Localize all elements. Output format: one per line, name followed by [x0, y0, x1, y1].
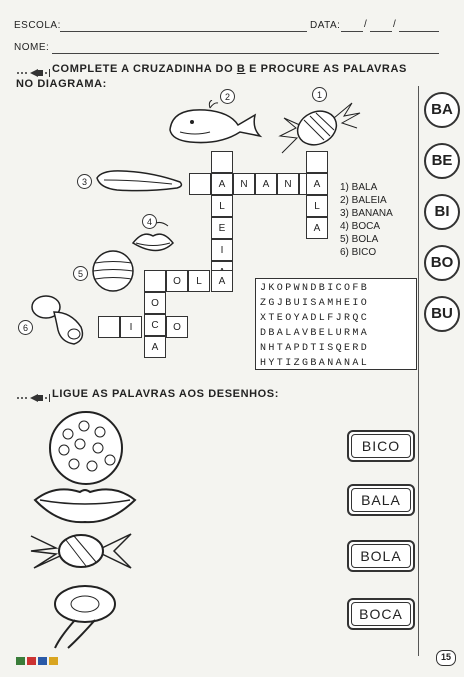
date-year-field[interactable] [399, 31, 439, 32]
word-search-row: ZGJBUISAMHEIO [260, 298, 370, 309]
pacifier-drawing[interactable] [40, 582, 130, 652]
clue-number-4: 4 [142, 214, 157, 229]
crossword-cell[interactable]: L [188, 270, 210, 292]
crossword-cell[interactable] [144, 270, 166, 292]
date-label: DATA: [310, 20, 341, 31]
pacifier-illustration [26, 292, 96, 350]
school-label: ESCOLA: [14, 20, 61, 31]
syllable-bu: BU [424, 296, 460, 332]
word-search-grid[interactable] [255, 278, 417, 370]
clue-item: 1) BALA [340, 182, 378, 193]
word-search-row: DBALAVBELURMA [260, 328, 370, 339]
crossword-cell[interactable]: E [211, 217, 233, 239]
crossword-cell[interactable] [211, 151, 233, 173]
instruction-1-line2: NO DIAGRAMA: [16, 78, 107, 90]
clue-item: 2) BALEIA [340, 195, 387, 206]
crossword-cell[interactable] [306, 151, 328, 173]
crossword-cell[interactable]: O [166, 270, 188, 292]
footer-ornament-icon [16, 654, 62, 672]
crossword-cell[interactable]: N [277, 173, 299, 195]
page-number: 15 [436, 650, 456, 666]
instruction-1: COMPLETE A CRUZADINHA DO B E PROCURE AS PALAVRAS [52, 63, 407, 75]
clue-number-3: 3 [77, 174, 92, 189]
date-sep-1: / [364, 19, 368, 30]
crossword-cell[interactable]: O [166, 316, 188, 338]
crossword-cell[interactable]: A [211, 173, 233, 195]
syllable-ba: BA [424, 92, 460, 128]
clue-item: 6) BICO [340, 247, 377, 258]
clue-number-2: 2 [220, 89, 235, 104]
name-label: NOME: [14, 42, 50, 53]
clue-item: 5) BOLA [340, 234, 379, 245]
date-day-field[interactable] [341, 31, 363, 32]
clue-item: 4) BOCA [340, 221, 381, 232]
instruction-2: LIGUE AS PALAVRAS AOS DESENHOS: [52, 388, 280, 400]
word-search-row: JKOPWNDBICOFB [260, 283, 370, 294]
crossword-cell[interactable]: L [306, 195, 328, 217]
clue-number-1: 1 [312, 87, 327, 102]
crossword-cell[interactable]: I [211, 239, 233, 261]
crossword-cell[interactable]: N [233, 173, 255, 195]
mouth-drawing[interactable] [30, 480, 140, 526]
school-field[interactable] [60, 31, 307, 32]
whale-illustration [160, 100, 270, 150]
word-search-row: XTEOYADLFJRQC [260, 313, 370, 324]
syllable-bi: BI [424, 194, 460, 230]
banana-illustration [92, 166, 187, 196]
word-search-row: HYTIZGBANANAL [260, 358, 370, 369]
clue-item: 3) BANANA [340, 208, 393, 219]
crossword-cell[interactable] [98, 316, 120, 338]
pencil-icon-2 [16, 390, 50, 408]
candy-drawing[interactable] [26, 526, 136, 576]
crossword-cell[interactable]: L [211, 195, 233, 217]
ball-drawing[interactable] [44, 408, 130, 488]
crossword-cell[interactable]: A [306, 173, 328, 195]
syllable-bo: BO [424, 245, 460, 281]
syllable-be: BE [424, 143, 460, 179]
date-sep-2: / [393, 19, 397, 30]
crossword-cell[interactable]: C [144, 314, 166, 336]
name-field[interactable] [52, 53, 439, 54]
word-card-bico[interactable]: BICO [347, 430, 415, 462]
word-card-bola[interactable]: BOLA [347, 540, 415, 572]
word-card-bala[interactable]: BALA [347, 484, 415, 516]
crossword-cell[interactable]: O [144, 292, 166, 314]
word-search-row: NHTAPDTISQERD [260, 343, 370, 354]
date-month-field[interactable] [370, 31, 392, 32]
clue-number-5: 5 [73, 266, 88, 281]
word-card-boca[interactable]: BOCA [347, 598, 415, 630]
margin-divider [418, 86, 419, 656]
crossword-cell[interactable]: I [120, 316, 142, 338]
ball-illustration [90, 248, 136, 294]
crossword-cell[interactable]: A [255, 173, 277, 195]
clue-list [340, 181, 393, 259]
crossword-cell[interactable] [189, 173, 211, 195]
clue-number-6: 6 [18, 320, 33, 335]
crossword-cell[interactable]: A [144, 336, 166, 358]
crossword-cell[interactable]: A [211, 270, 233, 292]
crossword-cell[interactable]: A [306, 217, 328, 239]
